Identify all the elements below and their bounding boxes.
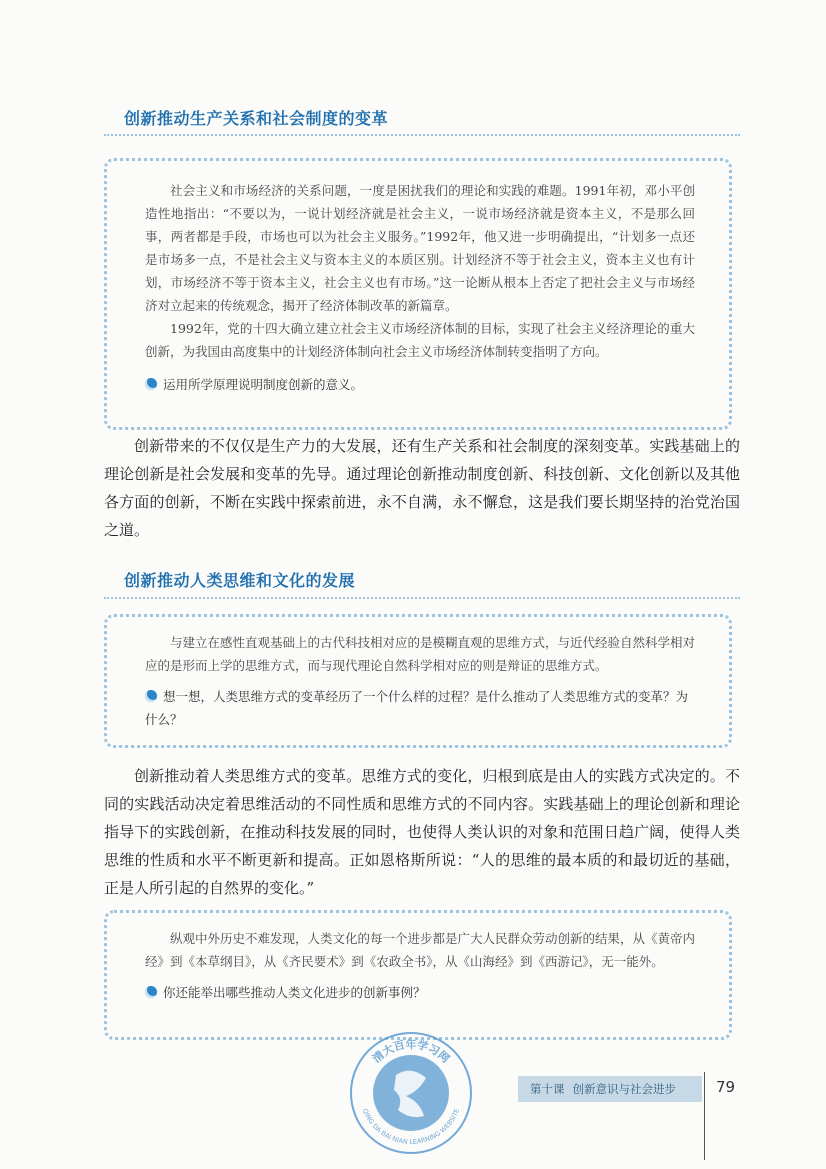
case-box-socialism-market [104,158,732,430]
section-title-thinking-culture: 创新推动人类思维和文化的发展 [124,571,356,590]
footer-lesson-number: 第十课 [530,1082,565,1096]
question-prompt [145,373,695,396]
question-text: 你还能举出哪些推动人类文化进步的创新事例？ [163,985,426,1000]
page-number: 79 [716,1078,736,1096]
question-text: 想一想，人类思维方式的变革经历了一个什么样的过程？是什么推动了人类思维方式的变革？为什么？ [145,689,689,727]
case-box-culture [104,910,732,1040]
watermark-seal-logo [348,1030,474,1156]
section-divider [104,597,740,599]
case-paragraph-1: 社会主义和市场经济的关系问题，一度是困扰我们的理论和实践的难题。1991年初，邓小平创造性地指出：“不要以为，一说计划经济就是社会主义，一说市场经济就是资本主义，不是那么回事，两者都是手段，市场也可以为社会主义服务。”1992年，他又进一步明确提出，“计划多一点还是市场多一点，不是社会主义与资本主义的本质区别。计划经济不等于社会主义，资本主义也有计划，市场经济不等于资本主义，社会主义也有市场。”这一论断从根本上否定了把社会主义与市场经济对立起来的传统观念，揭开了经济体制改革的新篇章。 [145,183,695,313]
case-paragraph: 与建立在感性直观基础上的古代科技相对应的是模糊直观的思维方式，与近代经验自然科学相对应的是形而上学的思维方式，而与现代理论自然科学相对应的则是辩证的思维方式。 [145,635,696,673]
question-prompt [145,685,695,731]
footer-lesson-title: 创新意识与社会进步 [572,1082,676,1096]
question-text: 运用所学原理说明制度创新的意义。 [163,377,364,392]
section-divider [104,134,740,136]
body-paragraph-thinking: 创新推动着人类思维方式的变革。思维方式的变化，归根到底是由人的实践方式决定的。不同的实践活动决定着思维活动的不同性质和思维方式的不同内容。实践基础上的理论创新和理论指导下的实践创新，在推动科技发展的同时，也使得人类认识的对象和范围日趋广阔，使得人类思维的性质和水平不断更新和提高。正如恩格斯所说：“人的思维的最本质的和最切近的基础，正是人所引起的自然界的变化。” [104,767,740,897]
question-bullet-icon [145,986,157,998]
section-title-institutional-change: 创新推动生产关系和社会制度的变革 [124,109,389,128]
case-paragraph: 纵观中外历史不难发现，人类文化的每一个进步都是广大人民群众劳动创新的结果，从《黄帝内经》到《本草纲目》，从《齐民要术》到《农政全书》，从《山海经》到《西游记》，无一能外。 [145,931,696,969]
page-number-divider [704,1072,705,1160]
case-paragraph-2: 1992年，党的十四大确立建立社会主义市场经济体制的目标，实现了社会主义经济理论的重大创新，为我国由高度集中的计划经济体制向社会主义市场经济体制转变指明了方向。 [145,321,695,359]
body-paragraph-institutional: 创新带来的不仅仅是生产力的大发展，还有生产关系和社会制度的深刻变革。实践基础上的理论创新是社会发展和变革的先导。通过理论创新推动制度创新、科技创新、文化创新以及其他各方面的创新，不断在实践中探索前进，永不自满，永不懈怠，这是我们要长期坚持的治党治国之道。 [104,437,740,539]
question-bullet-icon [145,378,157,390]
watermark-text-top: 清大百年学习网 [370,1038,452,1066]
footer-lesson-band [518,1076,702,1102]
case-box-thinking-modes [104,614,732,748]
watermark-text-bottom: QING DA BAI NIAN LEARNING WEBSITE [360,1107,462,1147]
question-prompt [145,981,695,1004]
question-bullet-icon [145,690,157,702]
